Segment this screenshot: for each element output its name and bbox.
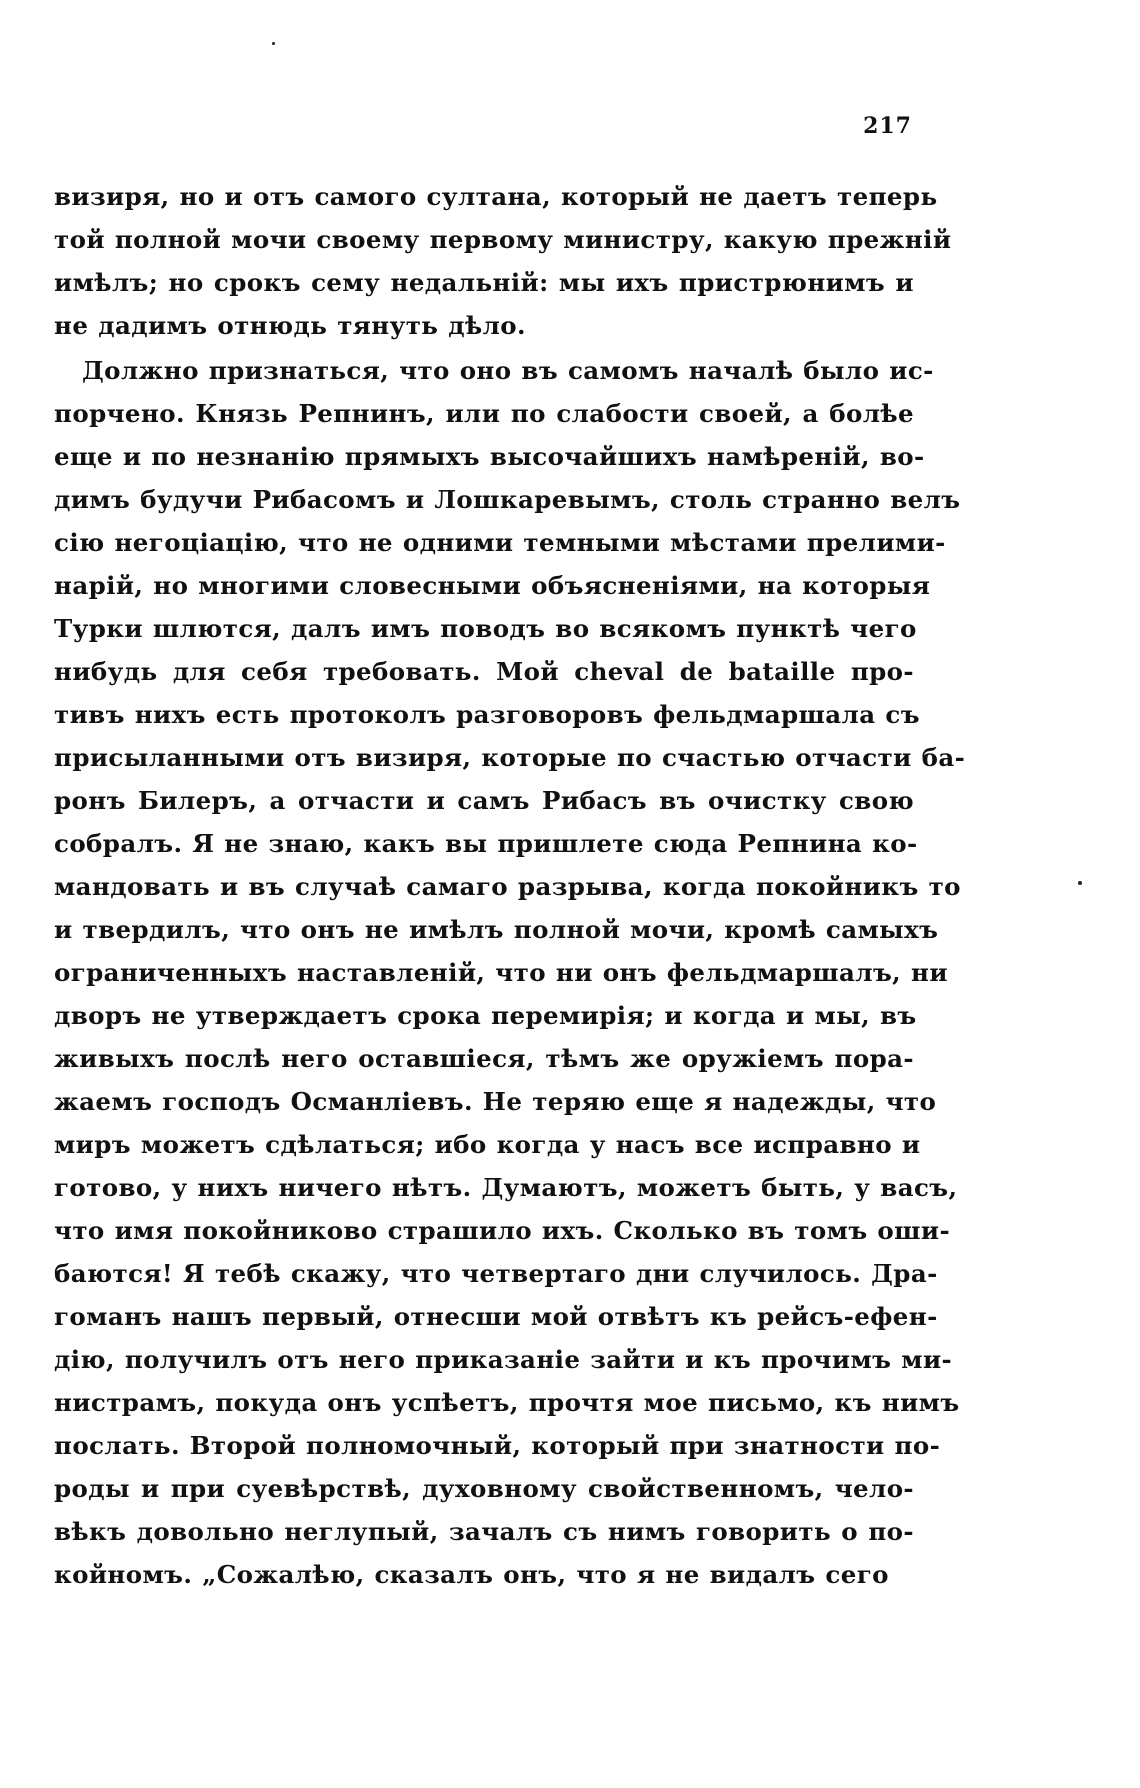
text-line: послать. Второй полномочный, который при знатности по- [54,1431,941,1460]
text-line: живыхъ послѣ него оставшіеся, тѣмъ же оружіемъ пора- [54,1044,914,1073]
paragraph [54,175,952,347]
text-line: присыланными отъ визиря, которые по счастью отчасти ба- [54,743,966,772]
text-line: дворъ не утверждаетъ срока перемирія; и когда и мы, въ [54,1001,917,1030]
text-line: еще и по незнанію прямыхъ высочайшихъ намѣреній, во- [54,442,925,471]
text-line: визиря, но и отъ самого султана, который не даетъ теперь [54,182,938,211]
text-line: нистрамъ, покуда онъ успѣетъ, прочтя мое письмо, къ нимъ [54,1388,960,1417]
text-line: жаемъ господъ Османліевъ. Не теряю еще я надежды, что [54,1087,937,1116]
print-speck [272,42,275,45]
text-line: баются! Я тебѣ скажу, что четвертаго дни случилось. Дра- [54,1259,938,1288]
text-line: готово, у нихъ ничего нѣтъ. Думаютъ, можетъ быть, у васъ, [54,1173,958,1202]
text-line: что имя покойниково страшило ихъ. Сколько въ томъ оши- [54,1216,951,1245]
text-line: порчено. Князь Репнинъ, или по слабости своей, а болѣе [54,399,914,428]
text-line: гоманъ нашъ первый, отнесши мой отвѣтъ къ рейсъ-ефен- [54,1302,938,1331]
text-line: ограниченныхъ наставленій, что ни онъ фельдмаршалъ, ни [54,958,948,987]
text-line: собралъ. Я не знаю, какъ вы пришлете сюда Репнина ко- [54,829,918,858]
text-line: дію, получилъ отъ него приказаніе зайти и къ прочимъ ми- [54,1345,953,1374]
text-line: нибудь для себя требовать. Мой cheval de bataille про- [54,657,914,686]
page-number: 217 [863,113,912,139]
text-line: койномъ. „Сожалѣю, сказалъ онъ, что я не видалъ сего [54,1560,889,1589]
text-line: той полной мочи своему первому министру, какую прежній [54,225,952,254]
paragraph [54,349,966,1596]
text-line: роды и при суевѣрствѣ, духовному свойственномъ, чело- [54,1474,914,1503]
text-line: не дадимъ отнюдь тянуть дѣло. [54,311,526,340]
text-line: имѣлъ; но срокъ сему недальній: мы ихъ пристрюнимъ и [54,268,914,297]
print-speck [1078,881,1082,885]
text-line: и твердилъ, что онъ не имѣлъ полной мочи, кромѣ самыхъ [54,915,939,944]
text-line: сію негоціацію, что не одними темными мѣстами прелими- [54,528,946,557]
body-text [54,175,966,1596]
text-line: мандовать и въ случаѣ самаго разрыва, когда покойникъ то [54,872,961,901]
text-line: ронъ Билеръ, а отчасти и самъ Рибасъ въ очистку свою [54,786,914,815]
text-line: Должно признаться, что оно въ самомъ началѣ было ис- [82,356,934,385]
text-line: Турки шлются, далъ имъ поводъ во всякомъ пунктѣ чего [54,614,917,643]
text-line: нарій, но многими словесными объясненіями, на которыя [54,571,931,600]
text-line: димъ будучи Рибасомъ и Лошкаревымъ, столь странно велъ [54,485,961,514]
text-line: миръ можетъ сдѣлаться; ибо когда у насъ все исправно и [54,1130,921,1159]
text-line: вѣкъ довольно неглупый, зачалъ съ нимъ говорить о по- [54,1517,914,1546]
text-line: тивъ нихъ есть протоколъ разговоровъ фельдмаршала съ [54,700,920,729]
